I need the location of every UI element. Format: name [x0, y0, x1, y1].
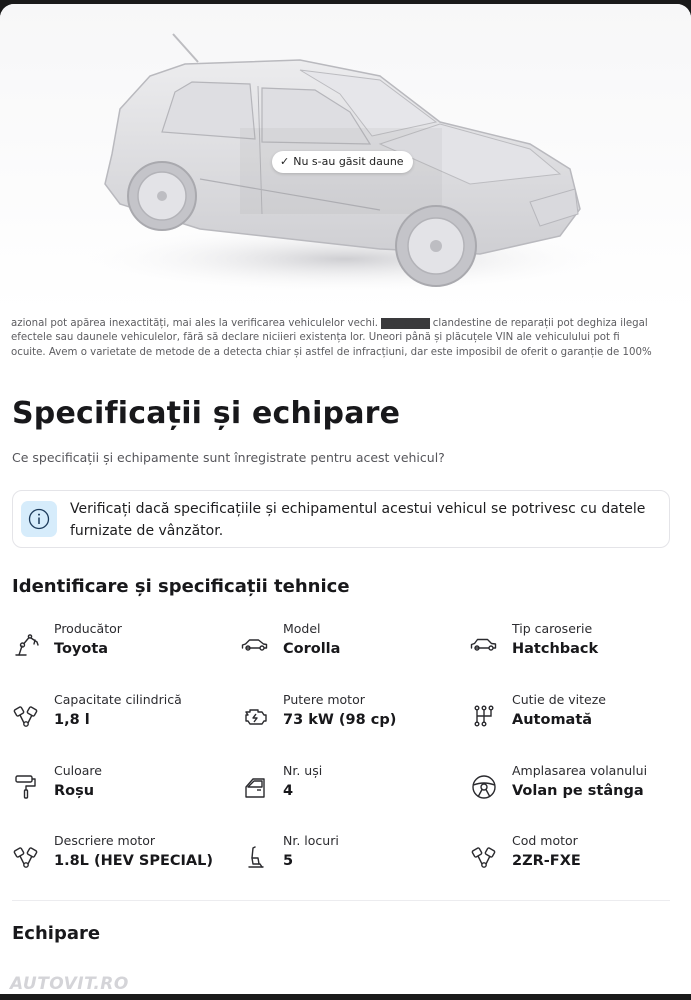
seat-icon	[241, 843, 269, 871]
info-notice	[12, 490, 670, 548]
car-icon	[241, 631, 269, 659]
spec-capacitate: Capacitate cilindrică 1,8 l	[12, 692, 232, 736]
engine-icon	[241, 702, 269, 730]
page-subtitle: Ce specificații și echipamente sunt înregistrate pentru acest vehicul?	[12, 450, 445, 465]
spec-volan: Amplasarea volanului Volan pe stânga	[470, 763, 690, 807]
equipment-heading: Echipare	[12, 923, 101, 944]
pistons-icon	[12, 843, 40, 871]
spec-nr-usi: Nr. uși 4	[241, 763, 461, 807]
vehicle-hero	[0, 4, 691, 314]
spec-nr-locuri: Nr. locuri 5	[241, 833, 461, 877]
report-sheet	[0, 4, 691, 994]
info-icon-container	[21, 501, 57, 537]
spec-cod-motor: Cod motor 2ZR-FXE	[470, 833, 690, 877]
section-divider	[12, 900, 670, 901]
steering-wheel-icon	[470, 773, 498, 801]
disclaimer-text: azional pot apărea inexactități, mai ales la verificarea vehiculelor vechi. Atelierele clandestine de reparații pot deghiza ilegal efectele sau daunele vehiculelor, fără să declare niciieri existența lor. Uneori până și plăcuțele VIN ale vehiculului pot fi ocuite. Avem o varietate de metode de a detecta chiar și astfel de infracțiuni, dar este imposibil de oferit o garanție de 100%	[11, 318, 652, 358]
page-title: Specificații și echipare	[12, 396, 401, 431]
door-icon	[241, 773, 269, 801]
spec-culoare: Culoare Roșu	[12, 763, 232, 807]
spec-cutie-viteze: Cutie de viteze Automată	[470, 692, 690, 736]
gearbox-icon	[470, 702, 498, 730]
spec-producator: Producător Toyota	[12, 621, 232, 665]
robot-arm-icon	[12, 631, 40, 659]
specs-heading: Identificare și specificații tehnice	[12, 576, 350, 597]
pistons-icon	[470, 843, 498, 871]
car-body-icon	[470, 631, 498, 659]
info-icon	[28, 508, 50, 530]
spec-model: Model Corolla	[241, 621, 461, 665]
spec-descriere-motor: Descriere motor 1.8L (HEV SPECIAL)	[12, 833, 232, 877]
pistons-icon	[12, 702, 40, 730]
watermark-logo: AUTOVIT.RO	[10, 974, 129, 994]
check-icon: ✓	[280, 155, 290, 168]
info-text: Verificați dacă specificațiile și echipamentul acestui vehicul se potrivesc cu datele furnizate de vânzător.	[70, 501, 646, 539]
spec-tip-caroserie: Tip caroserie Hatchback	[470, 621, 690, 665]
paint-roller-icon	[12, 773, 40, 801]
no-damage-badge: ✓ Nu s-au găsit daune	[272, 151, 413, 173]
spec-putere: Putere motor 73 kW (98 cp)	[241, 692, 461, 736]
